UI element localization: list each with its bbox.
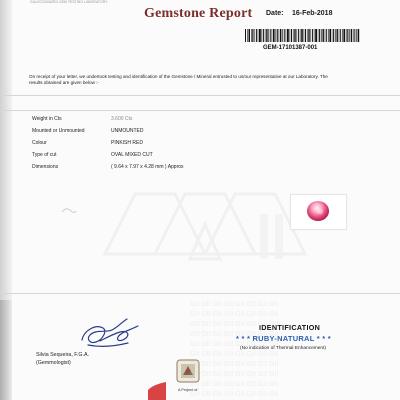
- detail-label: Weight in Cts: [32, 116, 62, 122]
- left-fold-shadow-bottom: [0, 300, 12, 400]
- detail-row-mounted: [32, 127, 322, 138]
- identification-note: (No indication of Thermal Enhancement): [240, 346, 327, 351]
- detail-value: PINKISH RED: [111, 140, 143, 146]
- barcode-icon: [245, 29, 360, 42]
- detail-value: OVAL MIXED CUT: [111, 152, 153, 158]
- report-number: GEM-17101387-001: [263, 45, 318, 51]
- intro-paragraph: On receipt of your letter, we undertook testing and identification of the Gemstone / Mineral entrusted to us/our representative at our Laboratory. The results obtained are given below :-: [29, 74, 328, 86]
- signer-title: (Gemmologist): [36, 360, 71, 366]
- project-of-label: A Project of: [178, 388, 198, 392]
- detail-value: ( 9.64 x 7.97 x 4.28 mm ) Approx: [111, 164, 184, 170]
- detail-row-dimensions: [32, 163, 322, 174]
- watermark-icon: [95, 174, 315, 284]
- detail-row-colour: [32, 139, 322, 150]
- red-corner-mark: [148, 382, 166, 400]
- detail-label: Type of cut: [32, 152, 57, 158]
- detail-label: Dimensions: [32, 164, 59, 170]
- date-value: 16-Feb-2018: [292, 10, 333, 17]
- signature-icon: [72, 312, 158, 350]
- detail-row-weight: [32, 115, 322, 126]
- date-label: Date:: [266, 10, 284, 17]
- detail-value: 3.600 Cts: [111, 116, 133, 122]
- identification-heading: IDENTIFICATION: [259, 323, 321, 332]
- signer-name: Silvia Sequeira, F.G.A.: [36, 352, 89, 358]
- identification-result: * * * RUBY-NATURAL * * *: [236, 334, 331, 343]
- smudge-mark: [61, 206, 77, 216]
- detail-label: Colour: [32, 140, 47, 146]
- background-pattern-text: GII GII GII GII GII GII GII GII GII GII GII GII GII GII GII GII GII GII GII GII GII GII GII GII GII GII GII GII GII GII GII GII GII GII GII GII GII GII GII GII GII GII GII GII GII GII GII GII GII GII GII GII GII GII GII GII GII GII GII GII GII GII GII GII GII GII GII GII GII GII GII GII GII GII GII GII GII GII GII GII: [190, 301, 279, 398]
- report-title: Gemstone Report: [144, 6, 253, 21]
- detail-row-cut: [32, 151, 322, 162]
- fold-line-middle: [0, 110, 400, 111]
- fold-line-upper: [0, 95, 400, 96]
- header-strip-text: GIA-ECOGNIZED GEM TESTING LABORATORY: [30, 0, 108, 4]
- detail-value: UNMOUNTED: [111, 128, 144, 134]
- gem-image-frame: [290, 194, 347, 230]
- fold-line-lower: [0, 293, 400, 294]
- detail-label: Mounted or Unmounted: [32, 128, 85, 134]
